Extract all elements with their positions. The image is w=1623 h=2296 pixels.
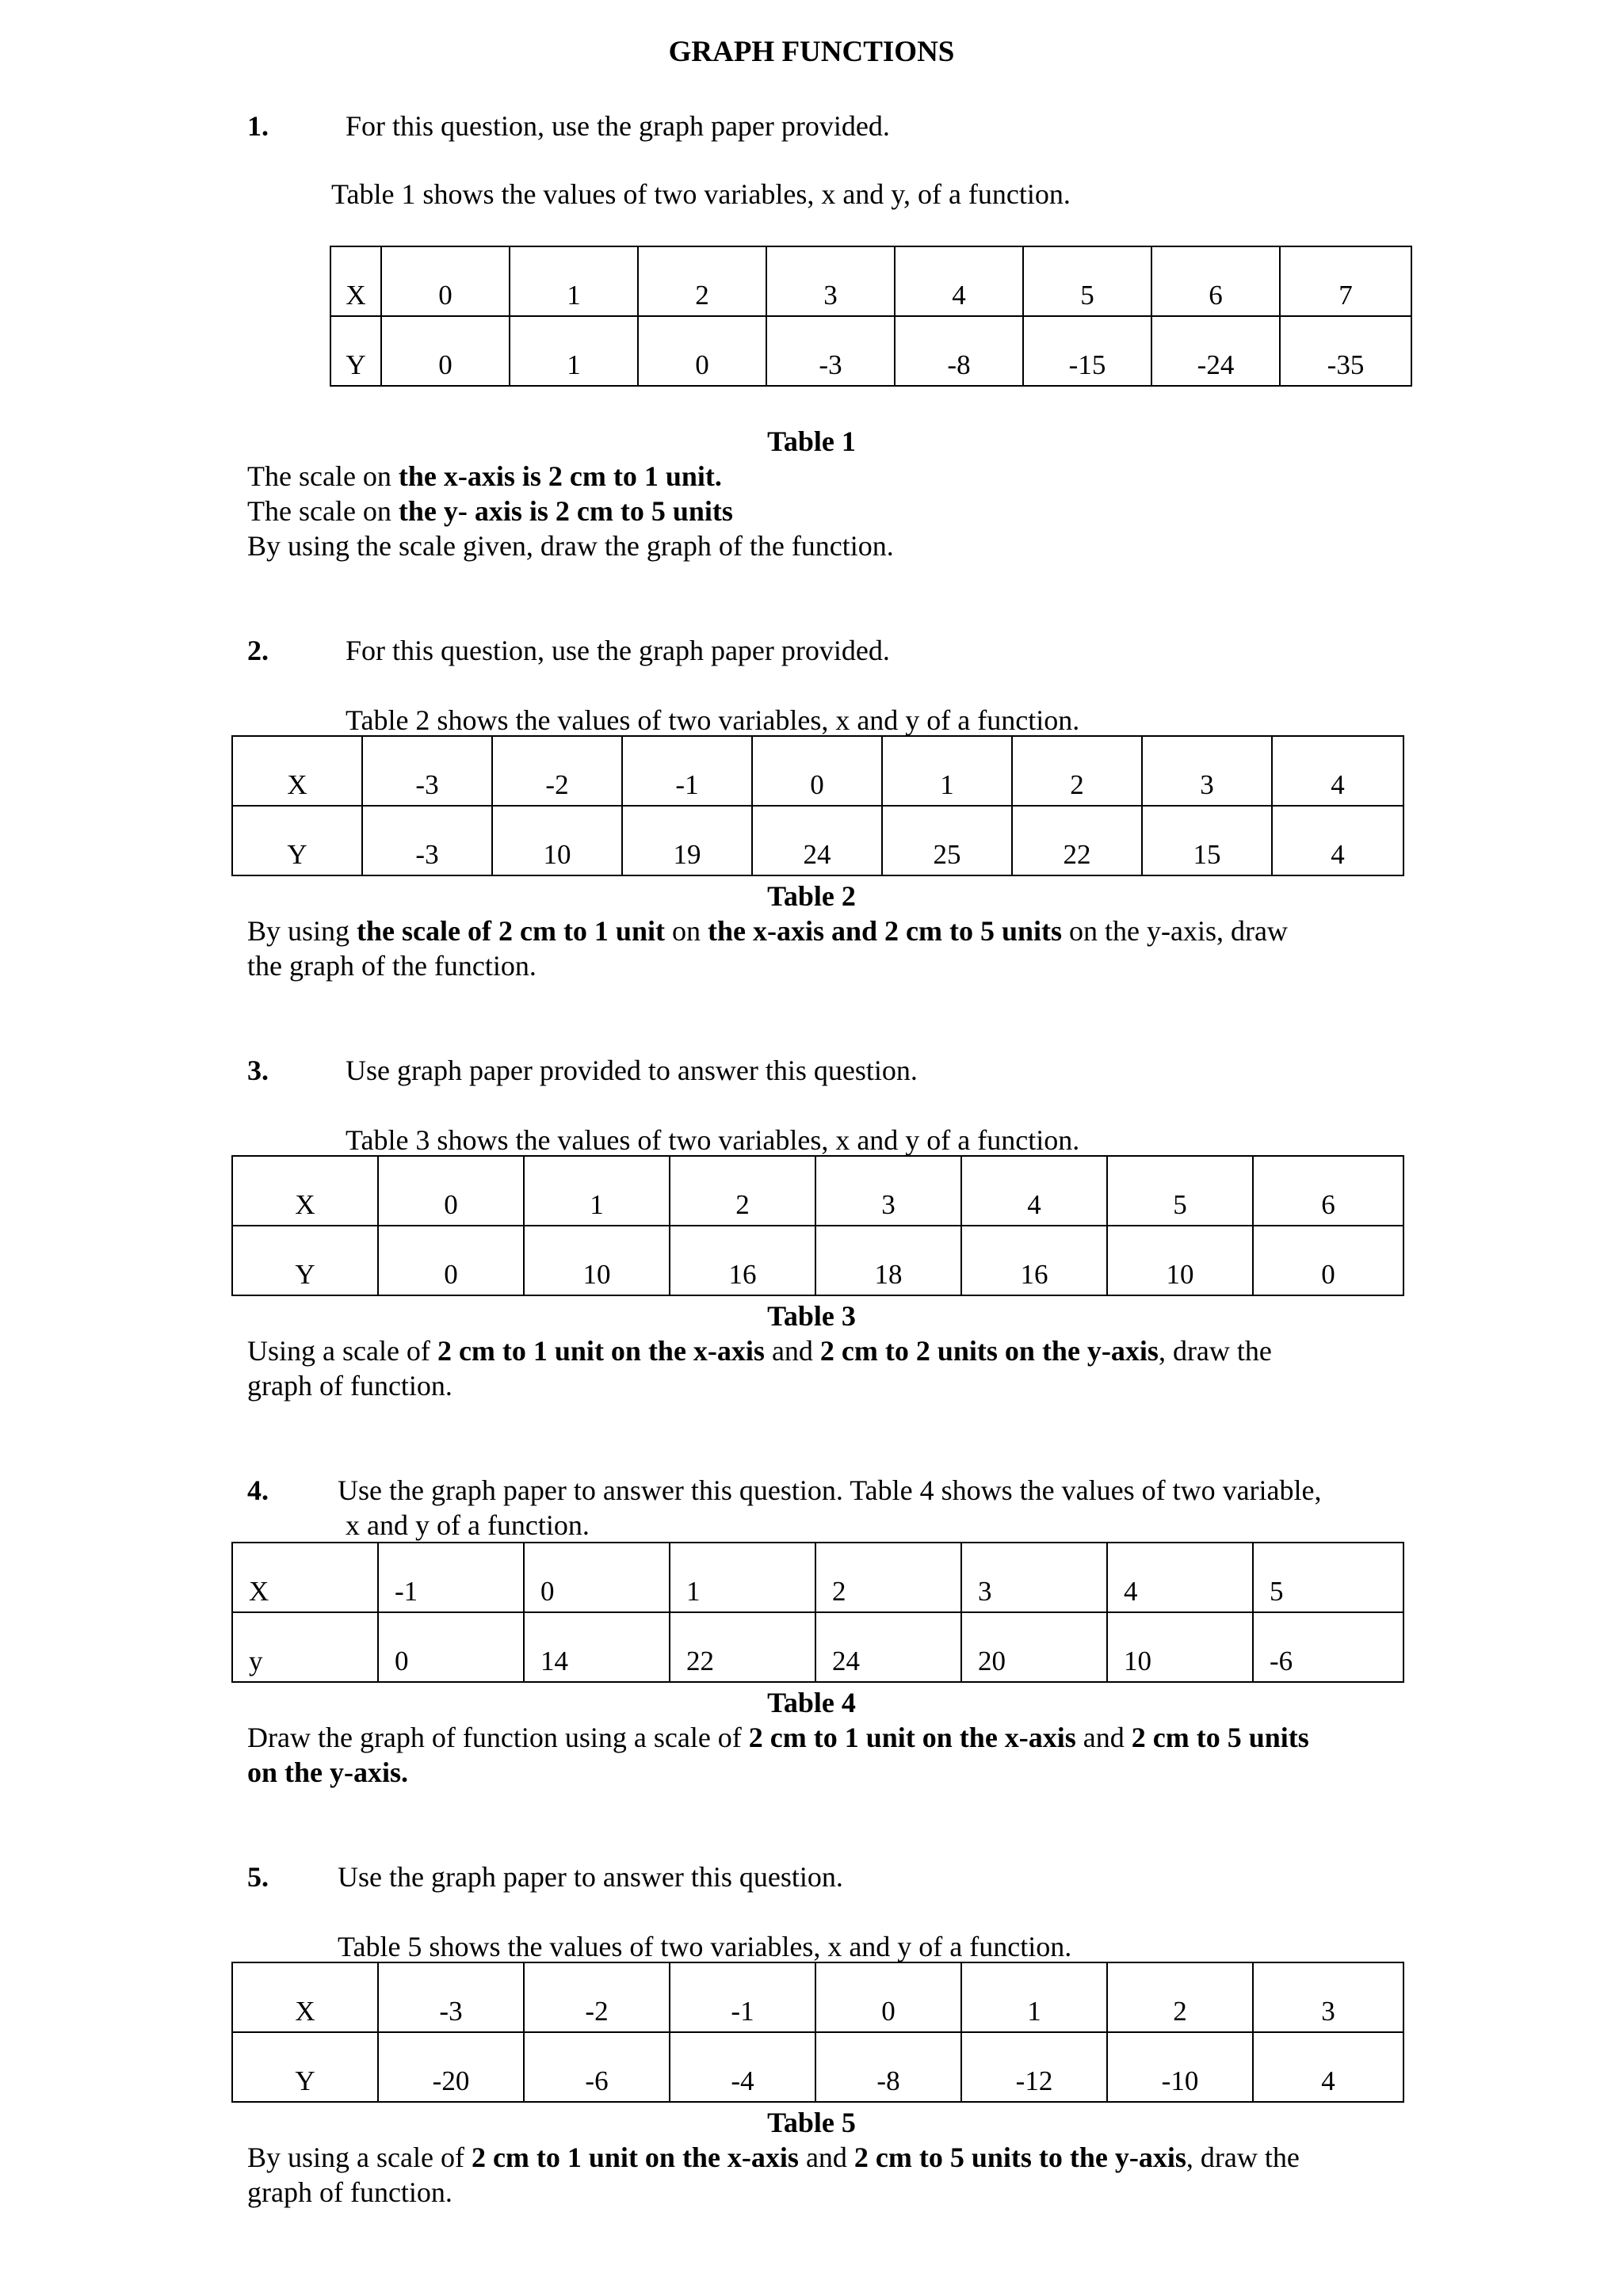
- table-row: [232, 1226, 1403, 1295]
- table-cell: -3: [362, 736, 492, 806]
- table-cell: 2: [638, 246, 766, 316]
- table-cell: Y: [232, 2032, 378, 2102]
- table-cell: 0: [381, 316, 510, 386]
- table-cell: 6: [1253, 1156, 1403, 1226]
- table-row: [232, 1612, 1403, 1682]
- question-3-table-intro: Table 3 shows the values of two variables, x and y of a function.: [346, 1124, 1080, 1156]
- table-cell: 5: [1107, 1156, 1253, 1226]
- question-4-number: 4.: [247, 1474, 269, 1506]
- table-cell: -8: [895, 316, 1023, 386]
- table-cell: 1: [510, 246, 638, 316]
- table-cell: 10: [524, 1226, 670, 1295]
- table-2: [231, 735, 1404, 876]
- table-cell: 22: [1012, 806, 1142, 875]
- question-2-instruction: By using the scale of 2 cm to 1 unit on the x-axis and 2 cm to 5 units on the y-axis, draw: [247, 915, 1288, 947]
- table-cell: -6: [1253, 1612, 1403, 1682]
- table-cell: 4: [1253, 2032, 1403, 2102]
- table-cell: 25: [882, 806, 1012, 875]
- question-5-instruction-cont: graph of function.: [247, 2176, 453, 2208]
- question-5-instruction: By using a scale of 2 cm to 1 unit on the x-axis and 2 cm to 5 units to the y-axis, draw the: [247, 2142, 1300, 2173]
- question-3-instruction: Using a scale of 2 cm to 1 unit on the x-axis and 2 cm to 2 units on the y-axis, draw the: [247, 1335, 1272, 1367]
- table-row: [330, 316, 1411, 386]
- table-cell: -1: [622, 736, 752, 806]
- table-4-caption: Table 4: [767, 1687, 856, 1718]
- table-row: [232, 1543, 1403, 1612]
- table-cell: 15: [1142, 806, 1272, 875]
- table-cell: 5: [1023, 246, 1151, 316]
- table-cell: -3: [378, 1962, 524, 2032]
- table-5-caption: Table 5: [767, 2107, 856, 2138]
- table-cell: 1: [524, 1156, 670, 1226]
- table-cell: 4: [1272, 736, 1403, 806]
- table-cell: 0: [381, 246, 510, 316]
- question-4-instruction: Draw the graph of function using a scale of 2 cm to 1 unit on the x-axis and 2 cm to 5 units: [247, 1722, 1309, 1753]
- question-3-intro: Use graph paper provided to answer this question.: [346, 1055, 918, 1086]
- table-cell: 22: [670, 1612, 815, 1682]
- table-row: [232, 1156, 1403, 1226]
- table-cell: 4: [1107, 1543, 1253, 1612]
- table-1-caption: Table 1: [767, 425, 856, 457]
- table-cell: 0: [638, 316, 766, 386]
- question-1-scale-y: The scale on the y- axis is 2 cm to 5 units: [247, 495, 733, 527]
- table-cell: 5: [1253, 1543, 1403, 1612]
- table-row: [232, 2032, 1403, 2102]
- table-cell: 10: [492, 806, 622, 875]
- question-2-number: 2.: [247, 635, 269, 666]
- question-4-intro-cont: x and y of a function.: [346, 1509, 590, 1541]
- table-cell: Y: [232, 806, 362, 875]
- table-cell: X: [232, 1156, 378, 1226]
- table-cell: X: [232, 1962, 378, 2032]
- table-cell: -1: [670, 1962, 815, 2032]
- table-cell: 19: [622, 806, 752, 875]
- table-3: [231, 1155, 1404, 1296]
- table-cell: X: [232, 736, 362, 806]
- table-cell: 3: [1142, 736, 1272, 806]
- table-cell: 0: [752, 736, 882, 806]
- table-cell: 2: [670, 1156, 815, 1226]
- table-cell: X: [232, 1543, 378, 1612]
- table-cell: 1: [961, 1962, 1107, 2032]
- table-cell: y: [232, 1612, 378, 1682]
- question-2-table-intro: Table 2 shows the values of two variables, x and y of a function.: [346, 704, 1080, 736]
- table-cell: 16: [670, 1226, 815, 1295]
- table-cell: 2: [1012, 736, 1142, 806]
- table-2-caption: Table 2: [767, 880, 856, 912]
- table-cell: 0: [1253, 1226, 1403, 1295]
- table-cell: -24: [1151, 316, 1280, 386]
- question-2-instruction-cont: the graph of the function.: [247, 950, 537, 982]
- question-4-intro: Use the graph paper to answer this question. Table 4 shows the values of two variable,: [338, 1474, 1322, 1506]
- table-cell: 18: [815, 1226, 961, 1295]
- table-cell: 1: [510, 316, 638, 386]
- table-cell: -2: [524, 1962, 670, 2032]
- table-cell: Y: [232, 1226, 378, 1295]
- table-cell: 14: [524, 1612, 670, 1682]
- table-cell: 0: [378, 1156, 524, 1226]
- table-cell: 4: [1272, 806, 1403, 875]
- question-2-intro: For this question, use the graph paper provided.: [346, 635, 890, 666]
- table-cell: 4: [961, 1156, 1107, 1226]
- table-5: [231, 1962, 1404, 2103]
- table-cell: 2: [815, 1543, 961, 1612]
- table-cell: 3: [1253, 1962, 1403, 2032]
- table-cell: 0: [378, 1226, 524, 1295]
- table-cell: 6: [1151, 246, 1280, 316]
- table-cell: -3: [362, 806, 492, 875]
- table-cell: 1: [670, 1543, 815, 1612]
- table-cell: 24: [752, 806, 882, 875]
- table-cell: 24: [815, 1612, 961, 1682]
- table-cell: -3: [766, 316, 895, 386]
- question-1-instruction: By using the scale given, draw the graph of the function.: [247, 530, 894, 562]
- question-5-table-intro: Table 5 shows the values of two variables, x and y of a function.: [338, 1931, 1072, 1962]
- table-cell: -12: [961, 2032, 1107, 2102]
- table-1: [330, 246, 1412, 387]
- table-cell: -2: [492, 736, 622, 806]
- table-cell: X: [330, 246, 381, 316]
- table-cell: 16: [961, 1226, 1107, 1295]
- table-cell: -10: [1107, 2032, 1253, 2102]
- question-1-number: 1.: [247, 110, 269, 142]
- table-row: [232, 1962, 1403, 2032]
- question-1-intro: For this question, use the graph paper provided.: [346, 110, 890, 142]
- question-5-intro: Use the graph paper to answer this question.: [338, 1861, 843, 1893]
- question-1-table-intro: Table 1 shows the values of two variables, x and y, of a function.: [331, 178, 1071, 210]
- question-3-instruction-cont: graph of function.: [247, 1370, 453, 1402]
- table-cell: 0: [524, 1543, 670, 1612]
- table-cell: -20: [378, 2032, 524, 2102]
- table-cell: Y: [330, 316, 381, 386]
- question-3-number: 3.: [247, 1055, 269, 1086]
- table-row: [232, 806, 1403, 875]
- table-row: [330, 246, 1411, 316]
- question-4-instruction-cont: on the y-axis.: [247, 1756, 409, 1788]
- table-cell: -8: [815, 2032, 961, 2102]
- table-cell: -6: [524, 2032, 670, 2102]
- table-row: [232, 736, 1403, 806]
- table-cell: 1: [882, 736, 1012, 806]
- table-cell: 3: [961, 1543, 1107, 1612]
- table-cell: 20: [961, 1612, 1107, 1682]
- table-cell: 0: [378, 1612, 524, 1682]
- table-cell: -15: [1023, 316, 1151, 386]
- table-cell: -4: [670, 2032, 815, 2102]
- table-cell: 7: [1280, 246, 1411, 316]
- question-5-number: 5.: [247, 1861, 269, 1893]
- question-1-scale-x: The scale on the x-axis is 2 cm to 1 unit.: [247, 460, 722, 492]
- table-cell: 2: [1107, 1962, 1253, 2032]
- table-cell: 3: [815, 1156, 961, 1226]
- table-cell: 3: [766, 246, 895, 316]
- table-cell: 4: [895, 246, 1023, 316]
- table-cell: -35: [1280, 316, 1411, 386]
- page-title: GRAPH FUNCTIONS: [668, 36, 955, 68]
- table-cell: 10: [1107, 1612, 1253, 1682]
- table-cell: 0: [815, 1962, 961, 2032]
- table-cell: 10: [1107, 1226, 1253, 1295]
- table-4: [231, 1542, 1404, 1683]
- table-3-caption: Table 3: [767, 1300, 856, 1332]
- table-cell: -1: [378, 1543, 524, 1612]
